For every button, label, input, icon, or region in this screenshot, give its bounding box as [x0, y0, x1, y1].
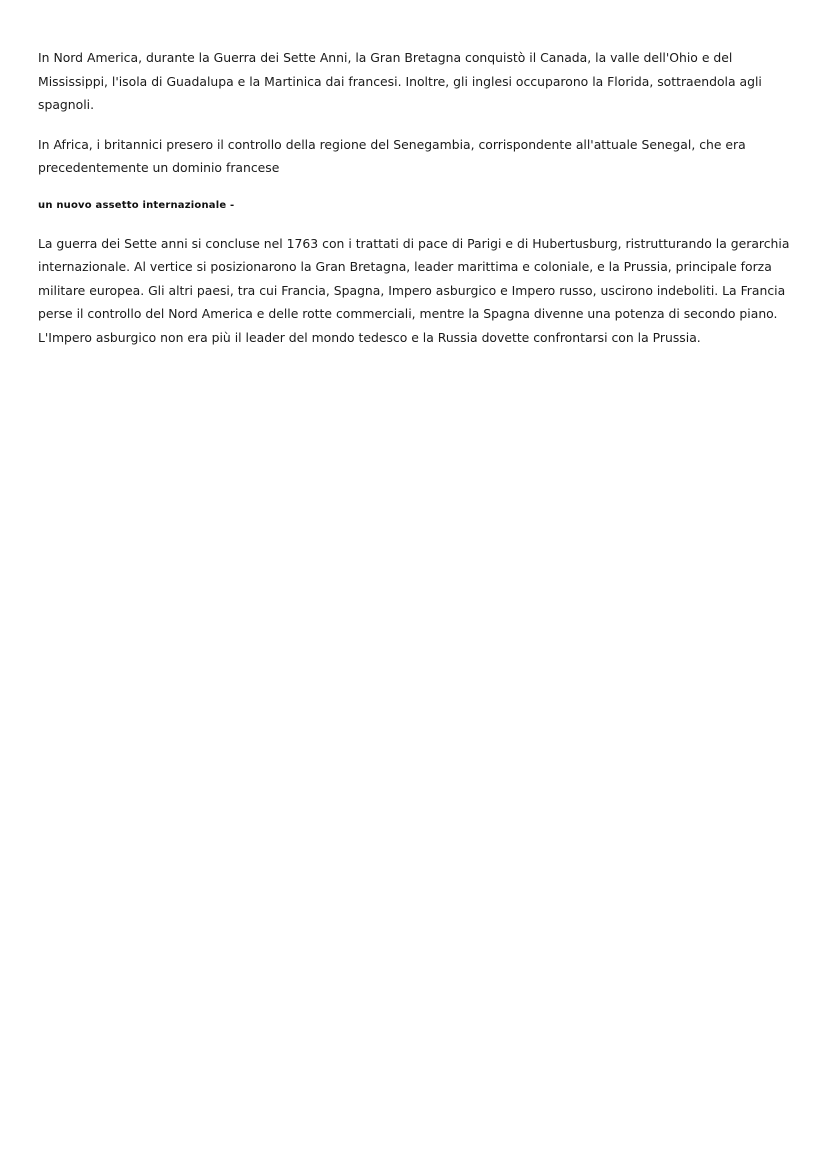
section-heading: un nuovo assetto internazionale -	[38, 199, 235, 211]
document-page	[38, 46, 794, 349]
paragraph-international-order: La guerra dei Sette anni si concluse nel 1763 con i trattati di pace di Parigi e di Hubertusburg, ristrutturando la gerarchia internazionale. Al vertice si posizionarono la Gran Bretagna, leader marittima e coloniale, e la Prussia, principale forza militare europea. Gli altri paesi, tra cui Francia, Spagna, Impero asburgico e Impero russo, uscirono indeboliti. La Francia perse il controllo del Nord America e delle rotte commerciali, mentre la Spagna divenne una potenza di secondo piano. L'Impero asburgico non era più il leader del mondo tedesco e la Russia dovette confrontarsi con la Prussia.	[38, 235, 790, 345]
paragraph-north-america: In Nord America, durante la Guerra dei Sette Anni, la Gran Bretagna conquistò il Canada, la valle dell'Ohio e del Mississippi, l'isola di Guadalupa e la Martinica dai francesi. Inoltre, gli inglesi occuparono la Florida, sottraendola agli spagnoli.	[38, 50, 762, 112]
paragraph-africa: In Africa, i britannici presero il controllo della regione del Senegambia, corrispondente all'attuale Senegal, che era precedentemente un dominio francese	[38, 136, 746, 175]
